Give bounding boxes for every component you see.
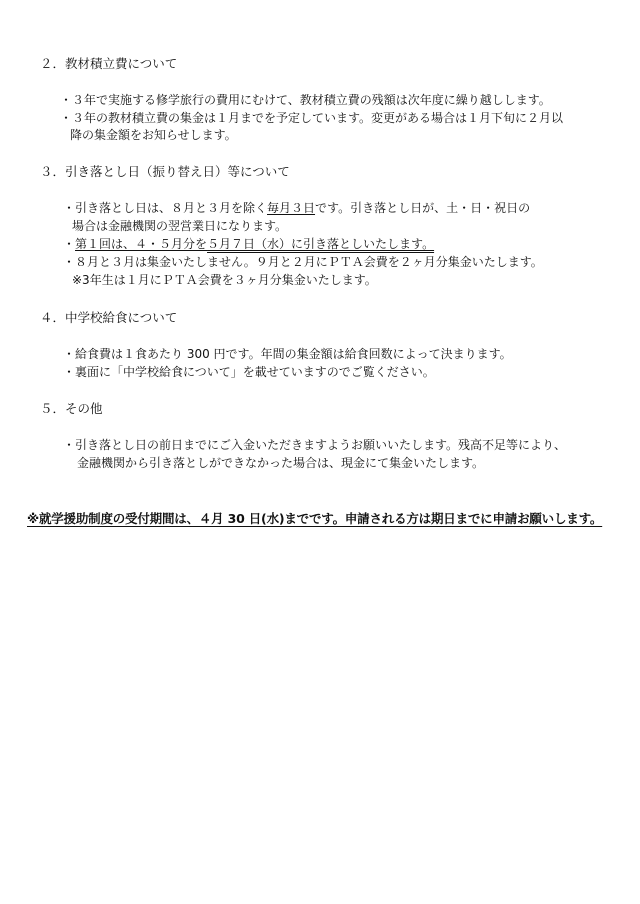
section-5-line-2: 金融機関から引き落としができなかった場合は、現金にて集金いたします。 [77, 456, 485, 470]
section-3-line-5: ※3年生は１月にＰＴＡ会費を３ヶ月分集金いたします。 [72, 273, 377, 287]
section-3-line-4: ・８月と３月は集金いたしません。９月と２月にＰＴＡ会費を２ヶ月分集金いたします。 [63, 255, 543, 269]
section-5-line-1: ・引き落とし日の前日までにご入金いただきますようお願いいたします。残高不足等により、 [63, 438, 567, 452]
section-2-line-3: 降の集金額をお知らせします。 [70, 128, 237, 142]
section-3-line-1-part-c: です。引き落とし日が、土・日・祝日の [315, 201, 531, 215]
section-4-line-1: ・給食費は１食あたり 300 円です。年間の集金額は給食回数によって決まります。 [63, 347, 512, 361]
section-3-line-1 [63, 200, 530, 216]
section-3-line-1-part-a: ・引き落とし日は、８月と３月を除く [63, 201, 268, 215]
section-3-line-3-double-underlined: ５月７日（水）に引き落としいたします。 [207, 237, 435, 251]
section-2-line-1: ・３年で実施する修学旅行の費用にむけて、教材積立費の残額は次年度に繰り越しします。 [60, 93, 551, 107]
section-2-heading: ２．教材積立費について [40, 56, 178, 71]
scholarship-notice: ※就学援助制度の受付期間は、４月 30 日(水)までです。申請される方は期日までに申請お願いします。 [27, 511, 603, 526]
section-4-line-2: ・裏面に「中学校給食について」を載せていますのでご覧ください。 [63, 365, 435, 379]
section-2-line-2: ・３年の教材積立費の集金は１月までを予定しています。変更がある場合は１月下旬に２月以 [60, 111, 564, 125]
section-3-line-2: 場合は金融機関の翌営業日になります。 [72, 219, 288, 233]
section-3-heading: ３．引き落とし日（振り替え日）等について [40, 164, 290, 179]
section-3-line-1-underlined: 毎月３日 [267, 201, 316, 215]
section-5-heading: ５．その他 [40, 401, 103, 416]
section-3-line-3 [63, 236, 434, 252]
section-3-line-3-bullet: ・ [63, 237, 76, 251]
section-4-heading: ４．中学校給食について [40, 310, 178, 325]
section-3-line-3-underlined: 第１回は、４・５月分を [75, 237, 208, 251]
